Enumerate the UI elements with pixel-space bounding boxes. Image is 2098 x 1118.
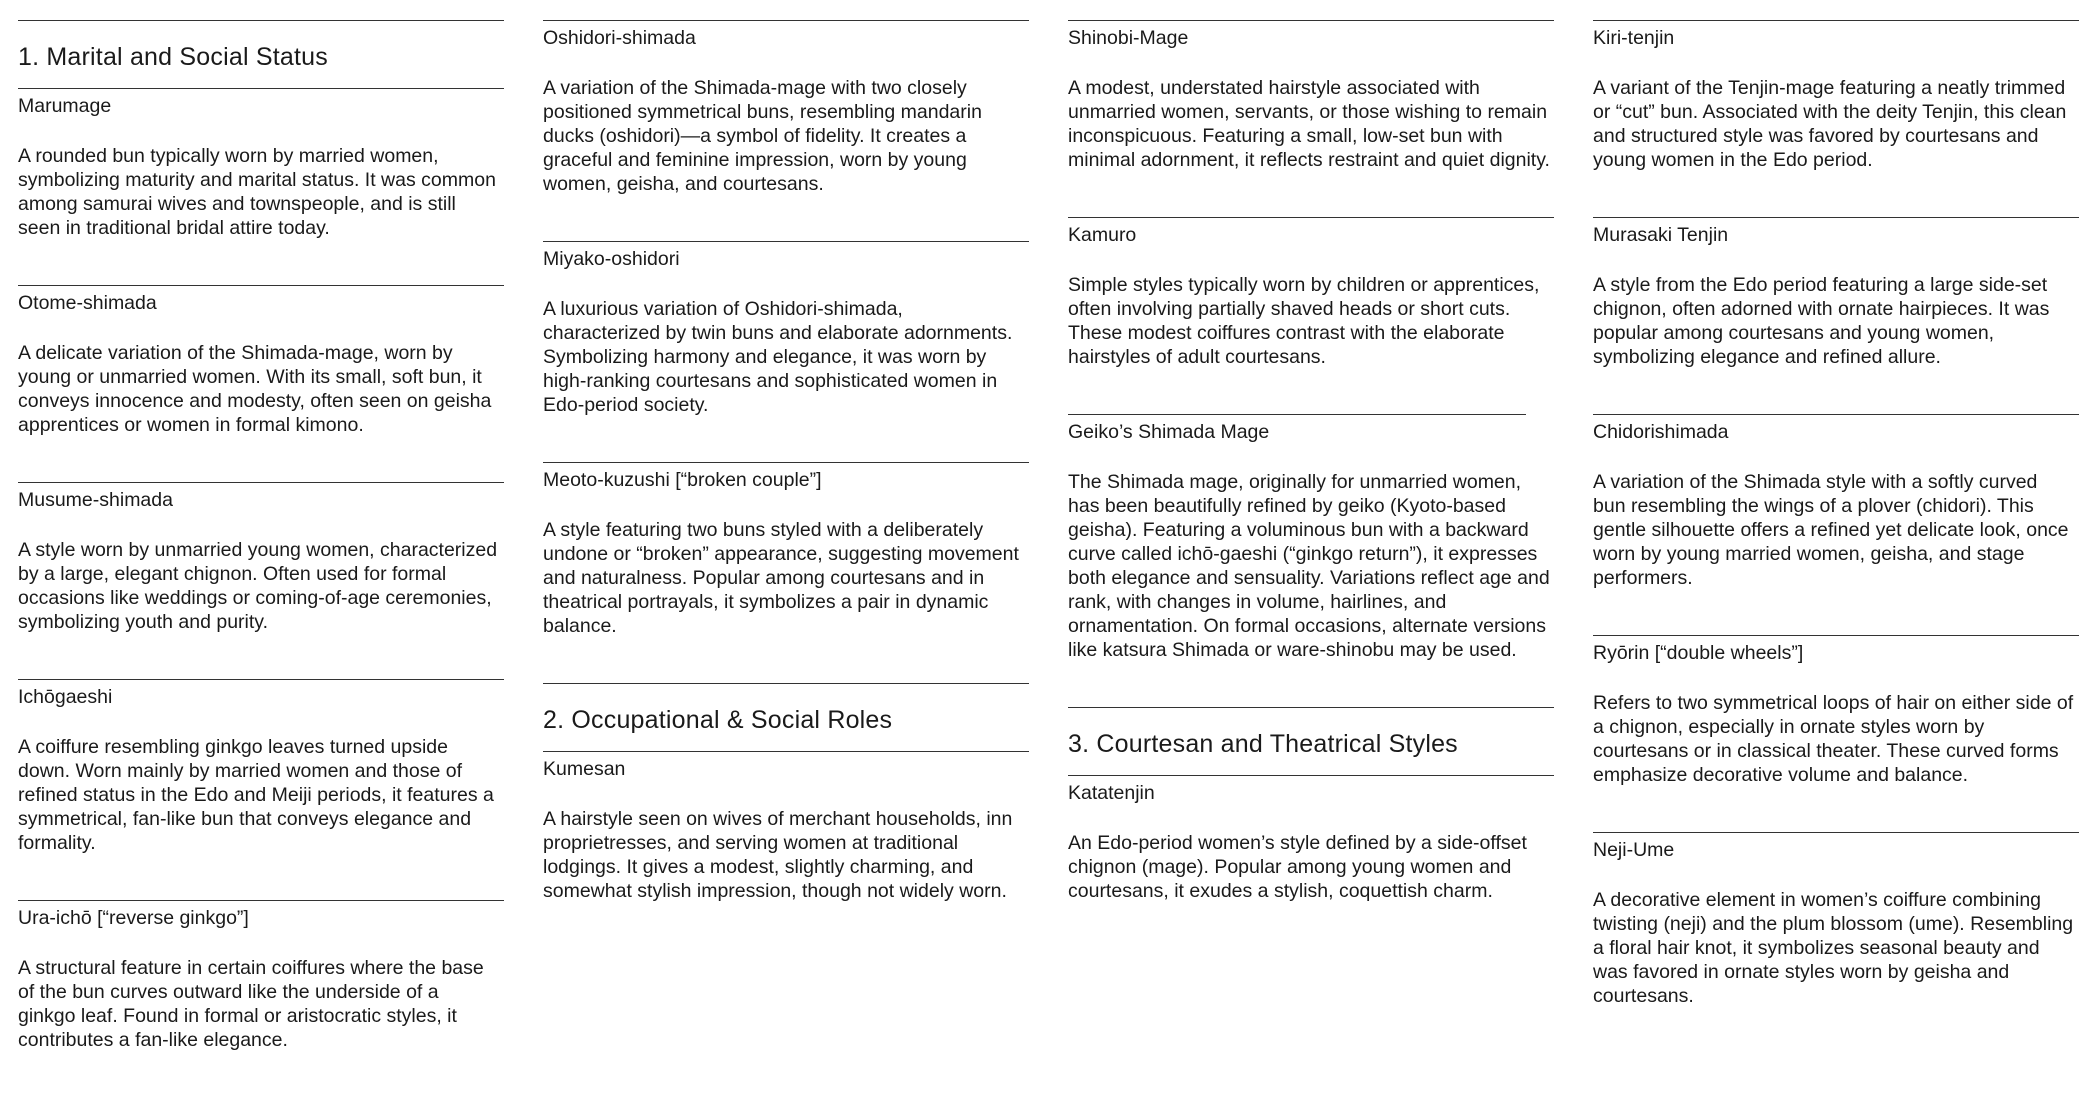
- entry-description: A style worn by unmarried young women, characterized by a large, elegant chignon. Often used for formal occasions like weddings or coming-of-age ceremonies, symbolizing youth and purity.: [18, 539, 498, 633]
- entry-title: Meoto-kuzushi [“broken couple”]: [543, 462, 1029, 492]
- entry-description: An Edo-period women’s style defined by a side-offset chignon (mage). Popular among young women and courtesans, it exudes a stylish, coquettish charm.: [1068, 832, 1527, 902]
- entry-description: A modest, understated hairstyle associated with unmarried women, servants, or those wishing to remain inconspicuous. Featuring a small, low-set bun with minimal adornment, it reflects restraint and quiet dignity.: [1068, 77, 1550, 171]
- entry-description: A luxurious variation of Oshidori-shimada, characterized by twin buns and elaborate adornments. Symbolizing harmony and elegance, it was worn by high-ranking courtesans and sophisticated women in Edo-period society.: [543, 298, 1013, 416]
- entry-title: Musume-shimada: [18, 482, 504, 512]
- entry-title: Geiko’s Shimada Mage: [1068, 414, 1526, 444]
- entry-title: Chidorishimada: [1593, 414, 2079, 444]
- glossary-entry: [1593, 414, 2079, 590]
- entry-title: Kumesan: [543, 751, 1029, 781]
- glossary-entry: [1593, 217, 2079, 369]
- entry-description: A structural feature in certain coiffures where the base of the bun curves outward like the underside of a ginkgo leaf. Found in formal or aristocratic styles, it contributes a fan-like elegance.: [18, 957, 484, 1051]
- entry-description: The Shimada mage, originally for unmarried women, has been beautifully refined by geiko (Kyoto-based geisha). Featuring a voluminous bun with a backward curve called ichō-gaeshi (“ginkgo return”), it expresses both elegance and sensuality. Variations reflect age and rank, with changes in volume, hairlines, and ornamentation. On formal occasions, alternate versions like katsura Shimada or ware-shinobu may be used.: [1068, 471, 1550, 661]
- entry-title: Marumage: [18, 88, 504, 118]
- entry-description: A style featuring two buns styled with a deliberately undone or “broken” appearance, suggesting movement and naturalness. Popular among courtesans and in theatrical portrayals, it symbolizes a pair in dynamic balance.: [543, 519, 1019, 637]
- entry-title: Ryōrin [“double wheels”]: [1593, 635, 2079, 665]
- entry-title: Ichōgaeshi: [18, 679, 504, 709]
- glossary-entry: [18, 900, 504, 1052]
- glossary-entry: [18, 482, 504, 634]
- entry-title: Oshidori-shimada: [543, 20, 1029, 50]
- entry-description: A delicate variation of the Shimada-mage, worn by young or unmarried women. With its small, soft bun, it conveys innocence and modesty, often seen on geisha apprentices or women in formal kimono.: [18, 342, 492, 436]
- entry-title: Kiri-tenjin: [1593, 20, 2079, 50]
- entry-description: Refers to two symmetrical loops of hair on either side of a chignon, especially in ornate styles worn by courtesans or in classical theater. These curved forms emphasize decorative volume and balance.: [1593, 692, 2074, 786]
- glossary-entry: [1593, 635, 2079, 787]
- entry-description: A style from the Edo period featuring a large side-set chignon, often adorned with ornate hairpieces. It was popular among courtesans and young women, symbolizing elegance and refined allure.: [1593, 274, 2050, 368]
- entry-description: A variant of the Tenjin-mage featuring a neatly trimmed or “cut” bun. Associated with the deity Tenjin, this clean and structured style was favored by courtesans and young women in the Edo period.: [1593, 77, 2067, 171]
- column-2: [543, 20, 1029, 948]
- entry-title: Katatenjin: [1068, 775, 1554, 805]
- entry-title: Murasaki Tenjin: [1593, 217, 2079, 247]
- glossary-entry: [543, 20, 1029, 196]
- glossary-entry: [18, 285, 504, 437]
- column-4: [1593, 20, 2079, 1053]
- entry-description: A variation of the Shimada-mage with two closely positioned symmetrical buns, resembling mandarin ducks (oshidori)—a symbol of fidelity. It creates a graceful and feminine impression, worn by young women, geisha, and courtesans.: [543, 77, 982, 195]
- glossary-entry: [1593, 20, 2079, 172]
- entry-description: A variation of the Shimada style with a softly curved bun resembling the wings of a plover (chidori). This gentle silhouette offers a refined yet delicate look, once worn by young married women, geisha, and stage performers.: [1593, 471, 2069, 589]
- glossary-entry: [543, 751, 1029, 903]
- glossary-entry: [1068, 775, 1554, 903]
- entry-title: Ura-ichō [“reverse ginkgo”]: [18, 900, 504, 930]
- glossary-entry: [543, 241, 1029, 417]
- entry-title: Shinobi-Mage: [1068, 20, 1554, 50]
- section-heading: 1. Marital and Social Status: [18, 20, 504, 88]
- entry-title: Neji-Ume: [1593, 832, 2079, 862]
- glossary-entry: [1593, 832, 2079, 1008]
- entry-title: Miyako-oshidori: [543, 241, 1029, 271]
- entry-description: A hairstyle seen on wives of merchant households, inn proprietresses, and serving women at traditional lodgings. It gives a modest, slightly charming, and somewhat stylish impression, though not widely worn.: [543, 808, 1013, 902]
- section-heading: 2. Occupational & Social Roles: [543, 683, 1029, 751]
- glossary-entry: [18, 679, 504, 855]
- entry-description: A decorative element in women’s coiffure combining twisting (neji) and the plum blossom (ume). Resembling a floral hair knot, it symbolizes seasonal beauty and was favored in ornate styles worn by geisha and courtesans.: [1593, 889, 2074, 1007]
- section-heading: 3. Courtesan and Theatrical Styles: [1068, 707, 1554, 775]
- entry-title: Kamuro: [1068, 217, 1554, 247]
- glossary-entry: [1068, 414, 1554, 662]
- entry-description: A rounded bun typically worn by married women, symbolizing maturity and marital status. It was common among samurai wives and townspeople, and is still seen in traditional bridal attire today.: [18, 145, 496, 239]
- glossary-entry: [18, 88, 504, 240]
- entry-title: Otome-shimada: [18, 285, 504, 315]
- glossary-entry: [1068, 217, 1554, 369]
- glossary-entry: [1068, 20, 1554, 172]
- entry-description: Simple styles typically worn by children or apprentices, often involving partially shaved heads or short cuts. These modest coiffures contrast with the elaborate hairstyles of adult courtesans.: [1068, 274, 1540, 368]
- column-3: [1068, 20, 1554, 948]
- entry-description: A coiffure resembling ginkgo leaves turned upside down. Worn mainly by married women and those of refined status in the Edo and Meiji periods, it features a symmetrical, fan-like bun that conveys elegance and formality.: [18, 736, 494, 854]
- glossary-entry: [543, 462, 1029, 638]
- column-1: [18, 20, 504, 1097]
